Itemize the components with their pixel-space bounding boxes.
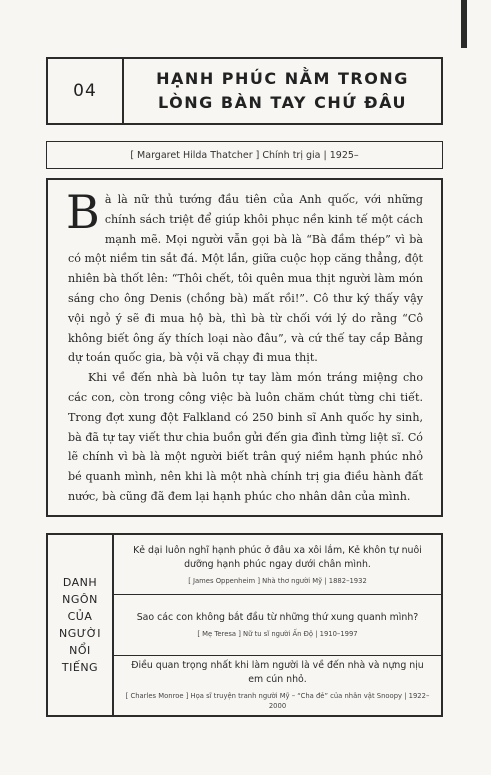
page-edge-tab [461,0,467,48]
article-paragraph-2: Khi về đến nhà bà luôn tự tay làm món tráng miệng cho các con, còn trong công việc bà luôn chăm chút từng chi tiết. Trong đợt xung đột Falkland có 250 binh sĩ Anh quốc hy sinh, bà đã tự tay viết thư chia buồn gửi đến gia đình từng liệt sĩ. Có lẽ chính vì bà là một người biết trân quý niềm hạnh phúc nhỏ bé quanh mình, nên khi là một nhà chính trị gia điều hành đất nước, bà cũng đã đem lại hạnh phúc cho nhân dân của mình. [68,371,423,503]
quotes-label-line: DANH [62,576,98,589]
drop-cap: B [66,185,100,239]
quote-text: Điều quan trọng nhất khi làm người là về đến nhà và nựng nịu em cún nhỏ. [131,660,424,686]
article-paragraph-1 [66,185,423,368]
quote-source: [ James Oppenheim ] Nhà thơ người Mỹ | 1882–1932 [188,576,367,585]
quotes-label [48,535,114,715]
person-bio: [ Margaret Hilda Thatcher ] Chính trị gia | 1925– [46,141,443,169]
quote-text: Kẻ dại luôn nghĩ hạnh phúc ở đâu xa xôi lắm, Kẻ khôn tự nuôi dưỡng hạnh phúc ngay dưới chân mình. [133,544,422,570]
quote-item [114,655,441,715]
quotes-label-line: TIẾNG [61,661,99,674]
quotes-label-line: NỔI [69,644,91,657]
chapter-title-line-2: LÒNG BÀN TAY CHỨ ĐÂU [158,93,407,112]
article-box [46,178,443,517]
quote-item [114,535,441,594]
quote-item [114,594,441,654]
quote-text: Sao các con không bắt đầu từ những thứ xung quanh mình? [136,611,419,623]
quote-source: [ Mẹ Teresa ] Nữ tu sĩ người Ấn Độ | 1910–1997 [197,629,358,638]
quotes-label-line: NGƯỜI [59,627,101,640]
famous-quotes-box [46,533,443,717]
paragraph-1-text: à là nữ thủ tướng đầu tiên của Anh quốc, với những chính sách triệt để giúp khôi phục nền kinh tế một cách mạnh mẽ. Mọi người vẫn gọi bà là “Bà đầm thép” vì bà có một niềm tin sắt đá. Một lần, giữa cuộc họp căng thẳng, đột nhiên bà thốt lên: “Thôi chết, tôi quên mua thịt người làm món sáng cho ông Denis (chồng bà) mất rồi!”. Cô thư ký thấy vậy vội ngỏ ý sẽ đi mua hộ bà, thì bà từ chối với lý do rằng “Cô không biết ông ấy thích loại nào đâu”, và cứ thế tay cắp Bảng dự toán quốc gia, bà vội vã chạy đi mua thịt. [68,193,423,365]
quote-source: [ Charles Monroe ] Họa sĩ truyện tranh người Mỹ – “Cha đẻ” của nhân vật Snoopy | 1922–2000 [125,692,430,711]
quotes-list [114,535,441,715]
chapter-title [124,59,441,123]
chapter-number: 04 [48,59,124,123]
chapter-header [46,57,443,125]
quotes-label-line: CỦA [67,610,93,623]
quotes-label-line: NGÔN [62,593,98,606]
chapter-title-line-1: HẠNH PHÚC NẰM TRONG [156,69,409,88]
